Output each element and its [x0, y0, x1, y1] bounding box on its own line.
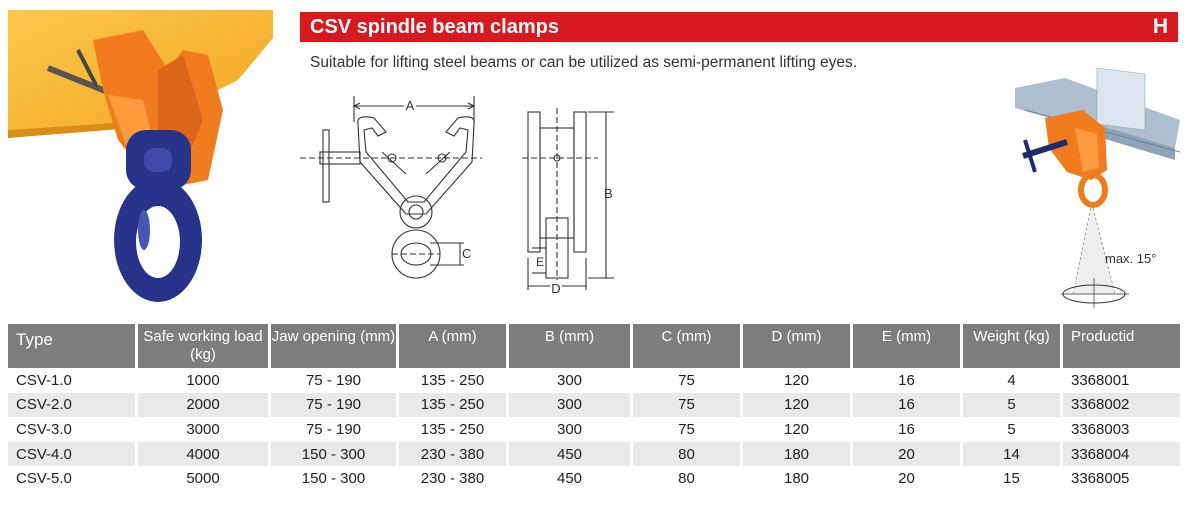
cell-type: CSV-3.0 — [8, 417, 138, 442]
cell-jaw: 75 - 190 — [271, 368, 399, 393]
usage-illustration — [1005, 68, 1180, 313]
cell-jaw: 75 - 190 — [271, 417, 399, 442]
cell-jaw: 150 - 300 — [271, 466, 399, 491]
cell-type: CSV-5.0 — [8, 466, 138, 491]
cell-b: 300 — [509, 368, 633, 393]
cell-type: CSV-1.0 — [8, 368, 138, 393]
cell-c: 75 — [633, 417, 743, 442]
product-photo — [8, 10, 273, 312]
cell-load: 5000 — [138, 466, 271, 491]
col-header-type: Type — [8, 324, 138, 368]
table-row — [8, 466, 1180, 491]
cell-jaw: 150 - 300 — [271, 442, 399, 467]
col-header-c: C (mm) — [633, 324, 743, 368]
table-row — [8, 417, 1180, 442]
table-header-row — [8, 324, 1180, 368]
cell-jaw: 75 - 190 — [271, 393, 399, 418]
table-row — [8, 393, 1180, 418]
col-header-e: E (mm) — [853, 324, 963, 368]
cell-e: 20 — [853, 442, 963, 467]
cell-productid: 3368002 — [1063, 393, 1180, 418]
cell-weight: 14 — [963, 442, 1063, 467]
col-header-weight: Weight (kg) — [963, 324, 1063, 368]
dim-c-label: C — [462, 246, 472, 261]
spec-table — [8, 324, 1180, 491]
table-row — [8, 442, 1180, 467]
product-description: Suitable for lifting steel beams or can be utilized as semi-permanent lifting eyes. — [310, 54, 858, 71]
side-view-diagram — [518, 108, 618, 298]
cell-d: 180 — [743, 442, 853, 467]
cell-productid: 3368005 — [1071, 470, 1130, 488]
cell-a: 135 - 250 — [399, 417, 509, 442]
cell-load: 1000 — [138, 368, 271, 393]
cell-c: 75 — [633, 368, 743, 393]
cell-c: 80 — [633, 466, 743, 491]
cell-d: 120 — [743, 393, 853, 418]
cell-productid: 3368001 — [1071, 371, 1130, 389]
cell-productid: 3368003 — [1071, 420, 1130, 438]
section-label: H — [1152, 15, 1168, 38]
table-row — [8, 368, 1180, 393]
cell-a: 230 - 380 — [399, 466, 509, 491]
cell-type: CSV-4.0 — [8, 442, 138, 467]
cell-e: 16 — [853, 417, 963, 442]
dim-e-label: E — [536, 255, 545, 269]
dim-a-label: A — [405, 98, 415, 113]
col-header-a: A (mm) — [399, 324, 509, 368]
dim-d-label: D — [551, 281, 561, 296]
cell-productid: 3368004 — [1063, 442, 1180, 467]
cell-weight: 15 — [963, 466, 1063, 491]
cell-a: 230 - 380 — [399, 442, 509, 467]
cell-a: 135 - 250 — [399, 368, 509, 393]
cell-a: 135 - 250 — [399, 393, 509, 418]
title-bar — [300, 12, 1178, 42]
cell-e: 16 — [853, 393, 963, 418]
cell-b: 450 — [509, 442, 633, 467]
cell-e: 16 — [853, 368, 963, 393]
cell-weight: 5 — [963, 393, 1063, 418]
cell-load: 4000 — [138, 442, 271, 467]
cell-d: 120 — [743, 417, 853, 442]
col-header-b: B (mm) — [509, 324, 633, 368]
cell-e: 20 — [853, 466, 963, 491]
cell-weight: 5 — [963, 417, 1063, 442]
angle-label: max. 15° — [1105, 251, 1157, 266]
col-header-jaw: Jaw opening (mm) — [271, 324, 399, 368]
cell-b: 300 — [509, 393, 633, 418]
col-header-load: Safe working load (kg) — [138, 324, 271, 368]
cell-type: CSV-2.0 — [8, 393, 138, 418]
page-title: CSV spindle beam clamps — [310, 15, 559, 38]
cell-c: 80 — [633, 442, 743, 467]
col-header-productid: Productid — [1063, 324, 1180, 368]
cell-weight: 4 — [963, 368, 1063, 393]
cell-c: 75 — [633, 393, 743, 418]
cell-d: 180 — [743, 466, 853, 491]
cell-b: 300 — [509, 417, 633, 442]
cell-d: 120 — [743, 368, 853, 393]
cell-load: 2000 — [138, 393, 271, 418]
dim-b-label: B — [604, 186, 613, 201]
cell-b: 450 — [509, 466, 633, 491]
cell-load: 3000 — [138, 417, 271, 442]
front-view-diagram — [296, 92, 486, 297]
col-header-d: D (mm) — [743, 324, 853, 368]
